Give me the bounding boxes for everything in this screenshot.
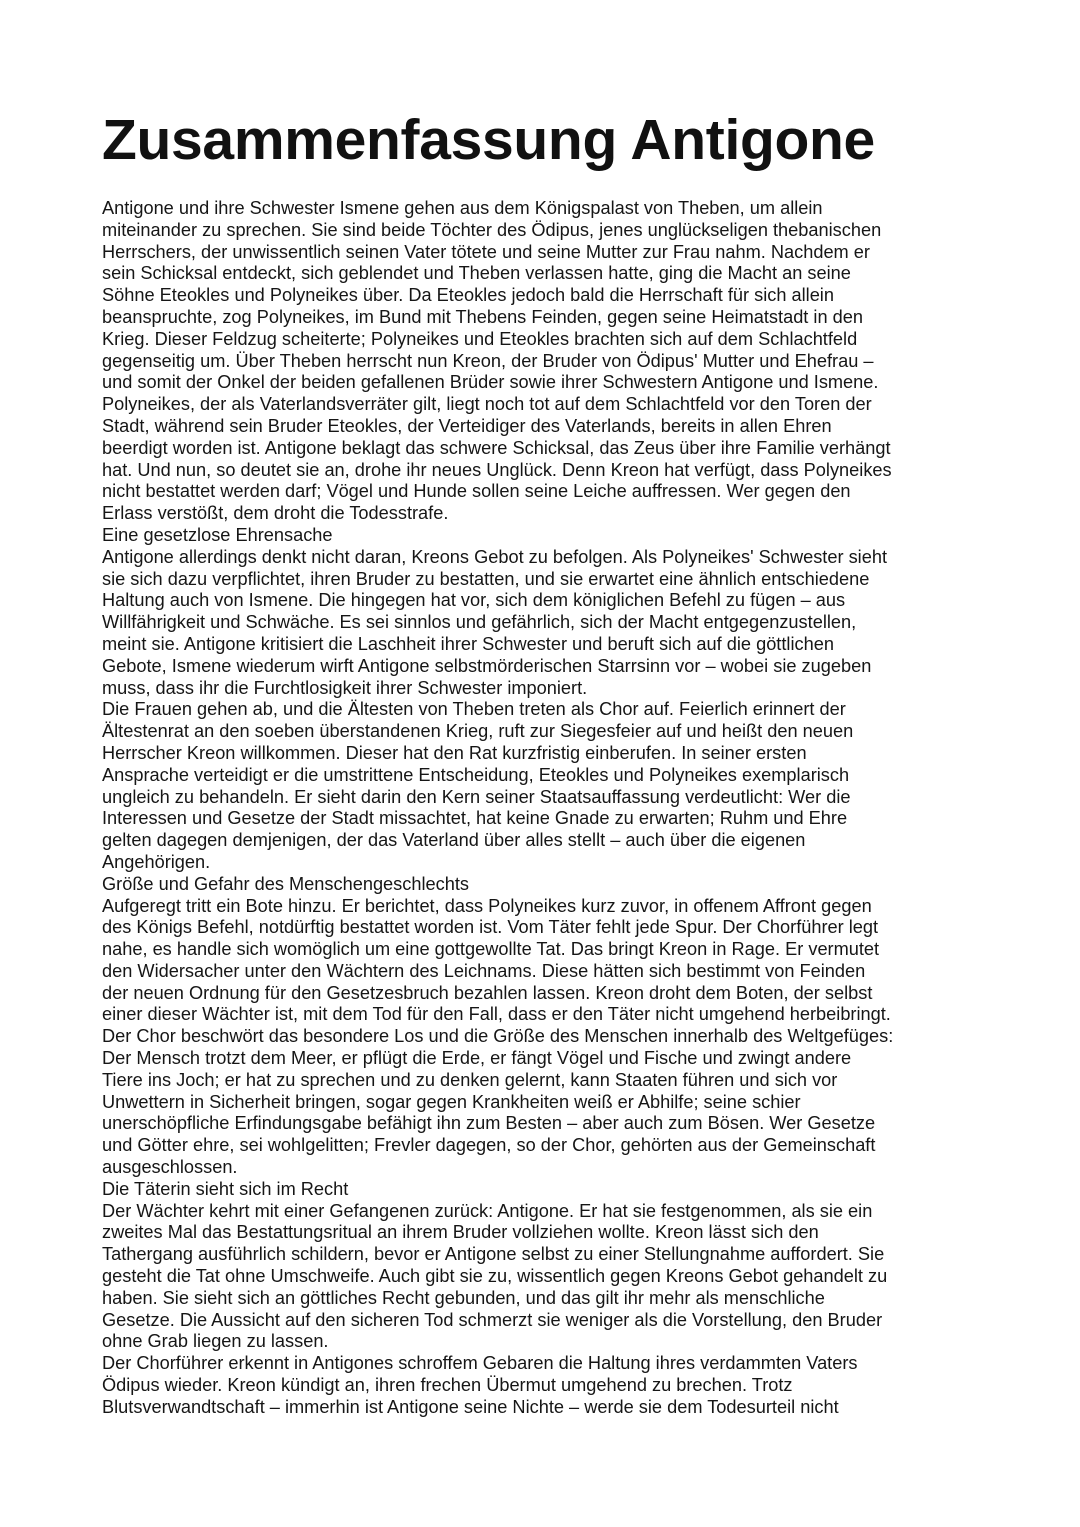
text-line: nahe, es handle sich womöglich um eine gottgewollte Tat. Das bringt Kreon in Rage. Er vermutet — [102, 939, 880, 960]
text-line: der neuen Ordnung für den Gesetzesbruch bezahlen lassen. Kreon droht dem Boten, der selbst — [102, 982, 873, 1003]
text-line: Polyneikes, der als Vaterlandsverräter gilt, liegt noch tot auf dem Schlachtfeld vor den Toren der — [102, 394, 872, 415]
text-line: Willfährigkeit und Schwäche. Es sei sinnlos und gefährlich, sich der Macht entgegenzustellen, — [102, 612, 857, 633]
text-line: ungleich zu behandeln. Er sieht darin den Kern seiner Staatsauffassung verdeutlicht: Wer die — [102, 786, 851, 807]
document-title: Zusammenfassung Antigone — [102, 108, 875, 172]
text-line: Krieg. Dieser Feldzug scheiterte; Polyneikes und Eteokles brachten sich auf dem Schlachtfeld — [102, 328, 858, 349]
text-line: Gesetze. Die Aussicht auf den sicheren Tod schmerzt sie weniger als die Vorstellung, den Bruder — [102, 1309, 883, 1330]
text-line: nicht bestattet werden darf; Vögel und Hunde sollen seine Leiche auffressen. Wer gegen den — [102, 481, 851, 502]
text-line: sie sich dazu verpflichtet, ihren Bruder zu bestatten, und sie erwartet eine ähnlich entschiedene — [102, 568, 870, 589]
text-line: Tathergang ausführlich schildern, bevor er Antigone selbst zu einer Stellungnahme auffordert. Sie — [102, 1244, 885, 1265]
text-line: ohne Grab liegen zu lassen. — [102, 1331, 329, 1352]
text-line: miteinander zu sprechen. Sie sind beide Töchter des Ödipus, jenes unglückseligen thebanischen — [102, 219, 882, 240]
text-line: Unwettern in Sicherheit bringen, sogar gegen Krankheiten weiß er Abhilfe; seine schier — [102, 1091, 801, 1112]
text-line: beanspruchte, zog Polyneikes, im Bund mit Thebens Feinden, gegen seine Heimatstadt in den — [102, 306, 863, 327]
text-line: Interessen und Gesetze der Stadt missachtet, hat keine Gnade zu erwarten; Ruhm und Ehre — [102, 808, 848, 829]
text-line: beerdigt worden ist. Antigone beklagt das schwere Schicksal, das Zeus über ihre Familie verhängt — [102, 437, 891, 458]
text-line: und Götter ehre, sei wohlgelitten; Frevler dagegen, so der Chor, gehörten aus der Gemeinschaft — [102, 1135, 876, 1156]
text-line: Die Frauen gehen ab, und die Ältesten von Theben treten als Chor auf. Feierlich erinnert der — [102, 699, 846, 720]
text-line: Herrschers, der unwissentlich seinen Vater tötete und seine Mutter zur Frau nahm. Nachdem er — [102, 241, 870, 262]
text-line: gesteht die Tat ohne Umschweife. Auch gibt sie zu, wissentlich gegen Kreons Gebot gehandelt zu — [102, 1266, 888, 1287]
text-line: Tiere ins Joch; er hat zu sprechen und zu denken gelernt, kann Staaten führen und sich vor — [102, 1069, 838, 1090]
text-line: Eine gesetzlose Ehrensache — [102, 524, 333, 545]
text-line: Haltung auch von Ismene. Die hingegen hat vor, sich dem königlichen Befehl zu fügen – aus — [102, 590, 846, 611]
text-line: ausgeschlossen. — [102, 1157, 238, 1178]
text-line: Erlass verstößt, dem droht die Todesstrafe. — [102, 503, 449, 524]
text-line: Der Wächter kehrt mit einer Gefangenen zurück: Antigone. Er hat sie festgenommen, als sie ein — [102, 1200, 873, 1221]
text-line: Söhne Eteokles und Polyneikes über. Da Eteokles jedoch bald die Herrschaft für sich allein — [102, 285, 834, 306]
document-page — [102, 108, 982, 1419]
text-line: des Königs Befehl, notdürftig bestattet worden ist. Vom Täter fehlt jede Spur. Der Chorführer legt — [102, 917, 879, 938]
document-body — [102, 198, 982, 1419]
text-line: Antigone allerdings denkt nicht daran, Kreons Gebot zu befolgen. Als Polyneikes' Schwester sieht — [102, 546, 887, 567]
text-line: sein Schicksal entdeckt, sich geblendet und Theben verlassen hatte, ging die Macht an seine — [102, 263, 851, 284]
text-line: Angehörigen. — [102, 851, 211, 872]
text-line: gegenseitig um. Über Theben herrscht nun Kreon, der Bruder von Ödipus' Mutter und Ehefrau – — [102, 350, 874, 371]
text-line: hat. Und nun, so deutet sie an, drohe ihr neues Unglück. Denn Kreon hat verfügt, dass Polyneikes — [102, 459, 892, 480]
text-line: Gebote, Ismene wiederum wirft Antigone selbstmörderischen Starrsinn vor – wobei sie zugeben — [102, 655, 872, 676]
text-line: Die Täterin sieht sich im Recht — [102, 1178, 349, 1199]
text-line: Stadt, während sein Bruder Eteokles, der Verteidiger des Vaterlands, bereits in allen Ehren — [102, 415, 832, 436]
text-line: Ödipus wieder. Kreon kündigt an, ihren frechen Übermut umgehend zu brechen. Trotz — [102, 1375, 793, 1396]
text-line: und somit der Onkel der beiden gefallenen Brüder sowie ihrer Schwestern Antigone und Ismene. — [102, 372, 879, 393]
text-line: unerschöpfliche Erfindungsgabe befähigt ihn zum Besten – aber auch zum Bösen. Wer Gesetze — [102, 1113, 876, 1134]
text-line: den Widersacher unter den Wächtern des Leichnams. Diese hätten sich bestimmt von Feinden — [102, 960, 866, 981]
text-line: Ansprache verteidigt er die umstrittene Entscheidung, Eteokles und Polyneikes exemplarisch — [102, 764, 850, 785]
text-line: Antigone und ihre Schwester Ismene gehen aus dem Königspalast von Theben, um allein — [102, 198, 823, 218]
text-line: einer dieser Wächter ist, mit dem Tod für den Fall, dass er den Täter nicht umgehend herbeibringt. — [102, 1004, 891, 1025]
text-line: Größe und Gefahr des Menschengeschlechts — [102, 873, 469, 894]
text-line: Der Chor beschwört das besondere Los und die Größe des Menschen innerhalb des Weltgefüges: — [102, 1026, 894, 1047]
text-line: Blutsverwandtschaft – immerhin ist Antigone seine Nichte – werde sie dem Todesurteil nicht — [102, 1396, 839, 1417]
text-line: Ältestenrat an den soeben überstandenen Krieg, ruft zur Siegesfeier auf und heißt den neuen — [102, 721, 854, 742]
text-line: gelten dagegen demjenigen, der das Vaterland über alles stellt – auch über die eigenen — [102, 830, 806, 851]
text-line: Herrscher Kreon willkommen. Dieser hat den Rat kurzfristig einberufen. In seiner ersten — [102, 742, 807, 763]
text-line: muss, dass ihr die Furchtlosigkeit ihrer Schwester imponiert. — [102, 677, 588, 698]
text-line: Aufgeregt tritt ein Bote hinzu. Er berichtet, dass Polyneikes kurz zuvor, in offenem Affront gegen — [102, 895, 872, 916]
text-line: meint sie. Antigone kritisiert die Laschheit ihrer Schwester und beruft sich auf die göttlichen — [102, 633, 834, 654]
text-line: Der Chorführer erkennt in Antigones schroffem Gebaren die Haltung ihres verdammten Vaters — [102, 1353, 858, 1374]
text-line: zweites Mal das Bestattungsritual an ihrem Bruder vollziehen wollte. Kreon lässt sich den — [102, 1222, 819, 1243]
text-line: haben. Sie sieht sich an göttliches Recht gebunden, und das gilt ihr mehr als menschliche — [102, 1287, 825, 1308]
text-line: Der Mensch trotzt dem Meer, er pflügt die Erde, er fängt Vögel und Fische und zwingt andere — [102, 1048, 852, 1069]
